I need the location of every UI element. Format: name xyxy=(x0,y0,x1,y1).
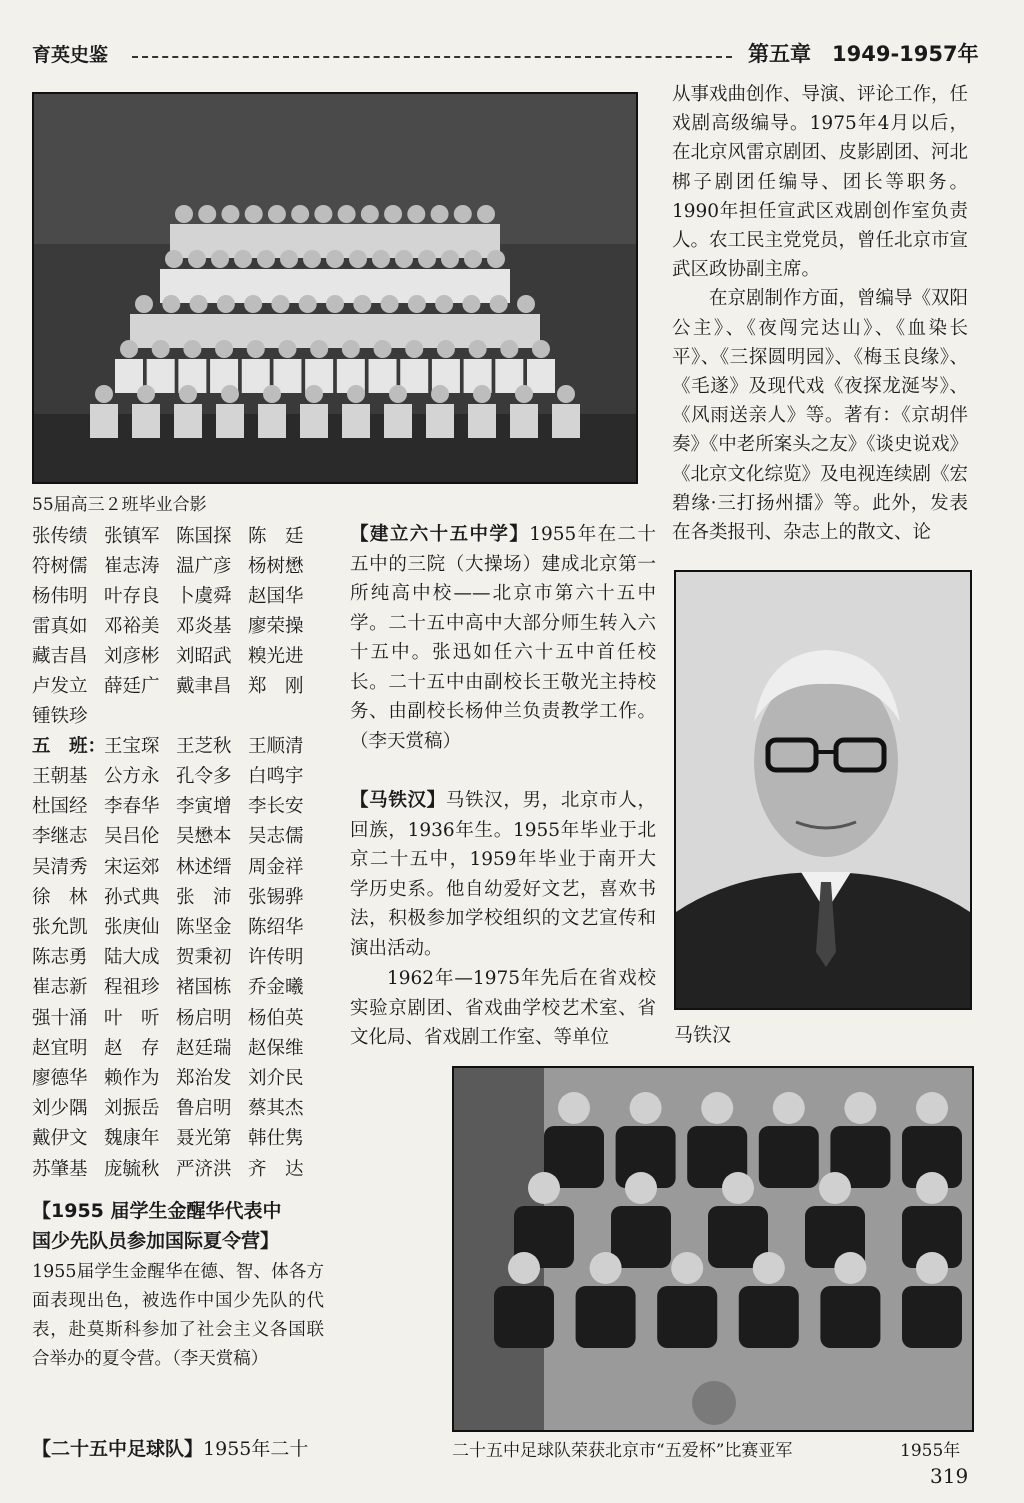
student-name: 邓炎基 xyxy=(176,616,232,637)
student-name: 赵宜明 xyxy=(32,1037,88,1059)
student-name: 乔金曦 xyxy=(248,977,304,999)
student-name: 张庚仙 xyxy=(104,917,160,939)
student-name: 李春华 xyxy=(104,796,160,818)
student-name: 赵廷瑞 xyxy=(176,1037,232,1059)
matiehan-body-continued: 1962年—1975年先后在省戏校实验京剧团、省戏曲学校艺术室、省文化局、省戏剧工作室、等单位 xyxy=(350,968,656,1048)
student-name: 庞毓秋 xyxy=(104,1158,160,1180)
student-name: 廖荣操 xyxy=(248,616,304,637)
student-name: 陈坚金 xyxy=(176,917,232,939)
student-name: 吴清秀 xyxy=(32,856,88,878)
student-name: 张允凯 xyxy=(32,917,88,939)
student-name: 薛廷广 xyxy=(104,676,160,697)
student-name: 崔志新 xyxy=(32,977,88,999)
class-photo-caption: 55届高三２班毕业合影 xyxy=(32,495,207,515)
student-name: 陈 廷 xyxy=(248,526,304,547)
student-name: 程祖珍 xyxy=(104,977,160,999)
student-name: 鲁启明 xyxy=(176,1098,232,1120)
student-name: 赖作为 xyxy=(104,1068,160,1090)
student-name: 贺秉初 xyxy=(176,947,232,969)
football-team-photo xyxy=(452,1066,974,1432)
student-name: 符树儒 xyxy=(32,556,88,577)
jinxinghua-body: 1955届学生金醒华在德、智、体各方面表现出色，被选作中国少先队的代表，赴莫斯科参加了社会主义各国联合举办的夏令营。（李天赏稿） xyxy=(32,1262,324,1369)
right-column-text xyxy=(672,80,968,547)
student-name: 戴聿昌 xyxy=(176,676,232,697)
matiehan-career-paragraph: 从事戏曲创作、导演、评论工作，任戏剧高级编导。1975年4月以后，在北京风雷京剧团、皮影剧团、河北梆子剧团任编导、团长等职务。1990年担任宣武区戏剧创作室负责人。农工民主党党员，曾任北京市宣武区政协副主席。 xyxy=(672,84,969,281)
student-name: 李寅增 xyxy=(176,796,232,818)
student-name: 严济洪 xyxy=(176,1158,232,1180)
student-name: 杨启明 xyxy=(176,1007,232,1029)
school65-body: 1955年在二十五中的三院（大操场）建成北京第一所纯高中校——北京市第六十五中学。二十五中高中大部分师生转入六十五中。张迅如任六十五中首任校长。二十五中由副校长王敬光主持校务、由副校长杨仲兰负责教学工作。（李天赏稿） xyxy=(350,524,656,752)
student-name: 吴懋本 xyxy=(176,826,232,848)
student-name: 刘少隅 xyxy=(32,1098,88,1120)
student-name: 聂光第 xyxy=(176,1128,232,1150)
student-name: 周金祥 xyxy=(248,856,304,878)
portrait-caption: 马铁汉 xyxy=(674,1024,732,1046)
student-name: 刘昭武 xyxy=(176,646,232,667)
student-name: 许传明 xyxy=(248,947,304,969)
student-name: 叶 听 xyxy=(104,1007,160,1029)
student-name: 卢发立 xyxy=(32,676,88,697)
student-name: 郑治发 xyxy=(176,1068,232,1090)
student-name: 吴吕伦 xyxy=(104,826,160,848)
book-title: 育英史鉴 xyxy=(32,44,109,66)
page-number: 319 xyxy=(930,1464,969,1488)
student-name: 褚国栋 xyxy=(176,977,232,999)
student-name: 陈国探 xyxy=(176,526,232,547)
student-name: 张传绩 xyxy=(32,526,88,547)
student-name: 温广彦 xyxy=(176,556,232,577)
student-name: 陈志勇 xyxy=(32,947,88,969)
matiehan-body: 马铁汉，男，北京市人，回族，1936年生。1955年毕业于北京二十五中，1959年毕业于南开大学历史系。他自幼爱好文艺，喜欢书法，积极参加学校组织的文艺宣传和演出活动。 xyxy=(350,790,656,959)
matiehan-portrait-photo xyxy=(674,570,972,1010)
student-name: 魏康年 xyxy=(104,1128,160,1150)
student-name: 蔡其杰 xyxy=(248,1098,304,1120)
student-name: 王朝基 xyxy=(32,766,88,787)
student-name: 杨伟明 xyxy=(32,586,88,607)
class-5-first-name: 王宝琛 xyxy=(104,736,160,757)
class-5-third-name: 王顺清 xyxy=(248,736,304,757)
chapter-title: 第五章 1949-1957年 xyxy=(748,42,979,66)
jinxinghua-heading-1: 【1955 届学生金醒华代表中 xyxy=(32,1200,282,1222)
jinxinghua-heading-2: 国少先队员参加国际夏令营】 xyxy=(32,1230,280,1252)
student-name: 张镇军 xyxy=(104,526,160,547)
student-name: 陈绍华 xyxy=(248,917,304,939)
student-name: 宋运郊 xyxy=(104,856,160,878)
class-2-name-list xyxy=(32,522,332,732)
football-article xyxy=(32,1434,308,1461)
student-name: 韩仕隽 xyxy=(248,1128,304,1150)
student-name: 公方永 xyxy=(104,766,160,787)
student-name: 杨树懋 xyxy=(248,556,304,577)
football-photo-year: 1955年 xyxy=(900,1441,961,1461)
matiehan-heading: 【马铁汉】 xyxy=(350,790,446,811)
student-name: 吴志儒 xyxy=(248,826,304,848)
student-name: 赵国华 xyxy=(248,586,304,607)
student-name: 杜国经 xyxy=(32,796,88,818)
student-name: 刘介民 xyxy=(248,1068,304,1090)
football-body: 1955年二十 xyxy=(203,1438,309,1460)
student-name: 李长安 xyxy=(248,796,304,818)
student-name: 张锡骅 xyxy=(248,886,304,908)
student-name: 叶存良 xyxy=(104,586,160,607)
header-dashed-line xyxy=(132,56,732,58)
class-5-label: 五 班： xyxy=(32,736,107,757)
student-name: 杨伯英 xyxy=(248,1007,304,1029)
student-name: 雷真如 xyxy=(32,616,88,637)
student-name: 郑 刚 xyxy=(248,676,304,697)
class-5-name-list xyxy=(32,762,332,1185)
football-photo-caption: 二十五中足球队荣获北京市“五爱杯”比赛亚军 xyxy=(452,1441,793,1461)
student-name: 邓裕美 xyxy=(104,616,160,637)
student-name: 李继志 xyxy=(32,826,88,848)
student-name: 孔令多 xyxy=(176,766,232,787)
student-name: 白鸣宇 xyxy=(248,766,304,787)
student-name: 陆大成 xyxy=(104,947,160,969)
student-name: 赵保维 xyxy=(248,1037,304,1059)
student-name: 徐 林 xyxy=(32,886,88,908)
student-name: 苏肇基 xyxy=(32,1158,88,1180)
student-name: 藏吉昌 xyxy=(32,646,88,667)
student-name: 赵 存 xyxy=(104,1037,160,1059)
student-name: 刘彦彬 xyxy=(104,646,160,667)
student-name: 戴伊文 xyxy=(32,1128,88,1150)
student-name: 锺铁珍 xyxy=(32,706,88,727)
school65-article xyxy=(350,520,656,756)
class-graduation-photo xyxy=(32,92,638,484)
school65-heading: 【建立六十五中学】 xyxy=(350,524,530,545)
student-name: 刘振岳 xyxy=(104,1098,160,1120)
student-name: 廖德华 xyxy=(32,1068,88,1090)
student-name: 孙式典 xyxy=(104,886,160,908)
student-name: 林述缙 xyxy=(176,856,232,878)
student-name: 强十涌 xyxy=(32,1007,88,1029)
football-heading: 【二十五中足球队】 xyxy=(32,1438,204,1460)
student-name: 张 沛 xyxy=(176,886,232,908)
matiehan-article xyxy=(350,786,656,963)
student-name: 糗光进 xyxy=(248,646,304,667)
class-5-heading-row xyxy=(32,732,332,762)
student-name: 齐 达 xyxy=(248,1158,304,1180)
student-name: 崔志涛 xyxy=(104,556,160,577)
student-name: 卜虞舜 xyxy=(176,586,232,607)
class-5-second-name: 王芝秋 xyxy=(176,736,232,757)
matiehan-works-paragraph: 在京剧制作方面，曾编导《双阳公主》、《夜闯完达山》、《血染长平》、《三探圆明园》、《梅玉良缘》、《毛遂》及现代戏《夜探龙涎岑》、《风雨送亲人》等。著有：《京胡伴奏》《中老所案头之友》《谈史说戏》《北京文化综览》及电视连续剧《宏碧缘·三打扬州擂》等。此外，发表在各类报刊、杂志上的散文、论 xyxy=(672,288,969,544)
